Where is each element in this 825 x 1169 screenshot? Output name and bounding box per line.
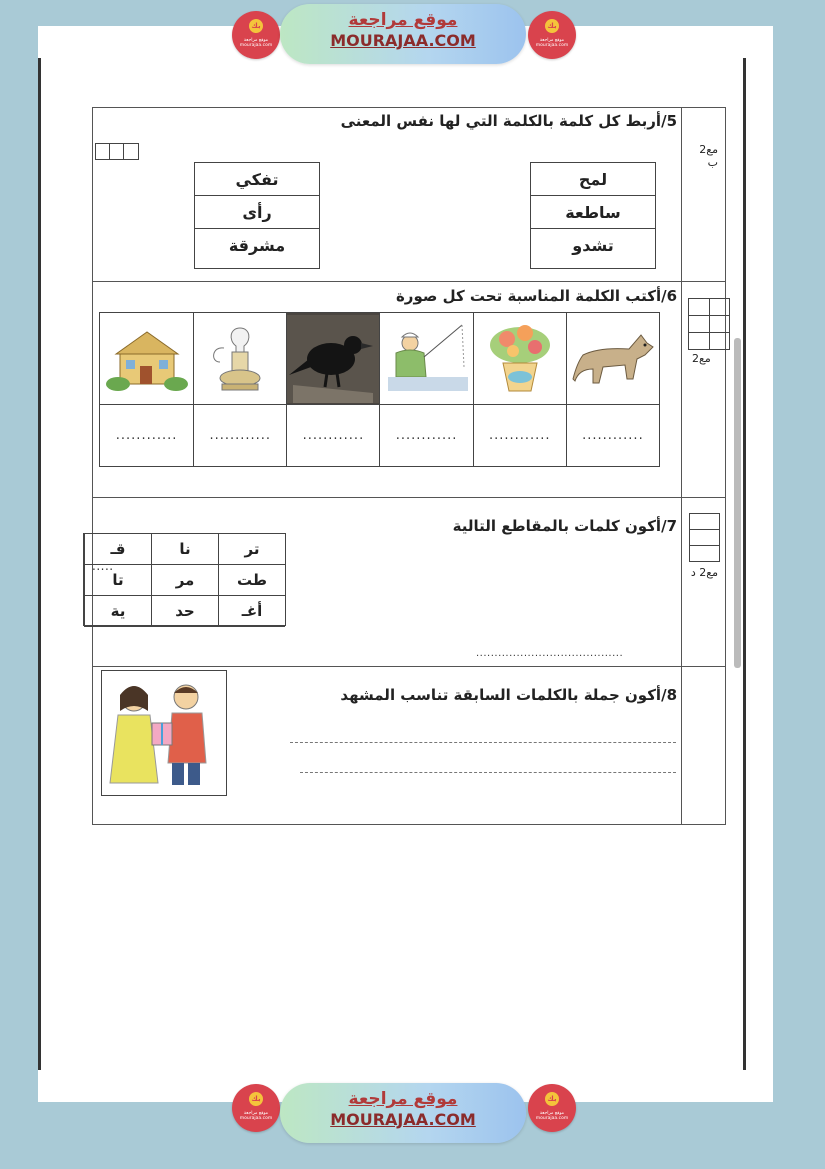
word-card[interactable]: ساطعة bbox=[531, 196, 655, 229]
syllable-cell: ية bbox=[84, 596, 151, 627]
answer-blank[interactable]: ............ bbox=[115, 428, 178, 443]
answer-blank[interactable]: ............ bbox=[566, 405, 659, 466]
syllable-cell: طت bbox=[218, 565, 285, 596]
q6-score: مع2 bbox=[692, 352, 711, 365]
q7-score: مع2 د bbox=[690, 566, 718, 579]
word-card[interactable]: تفكي bbox=[195, 163, 319, 196]
scan-border-right bbox=[743, 58, 746, 1070]
site-banner-top[interactable] bbox=[280, 4, 526, 64]
q6-picture-table bbox=[99, 312, 660, 467]
word-card[interactable]: لمح bbox=[531, 163, 655, 196]
q5-score: مع2 ب bbox=[699, 143, 718, 169]
answer-blank[interactable]: ............ bbox=[379, 405, 472, 466]
answer-blank[interactable]: ............ bbox=[473, 405, 566, 466]
site-logo-right-bottom[interactable]: بك موقع مراجعة mourajaa.com bbox=[528, 1084, 576, 1132]
q7-title: 7/أكون كلمات بالمقاطع التالية bbox=[452, 517, 677, 535]
q5-mark-boxes bbox=[95, 143, 139, 160]
syllable-cell: أغـ bbox=[218, 596, 285, 627]
q5-right-words bbox=[530, 162, 656, 269]
q7-answer-line[interactable]: ........................................ bbox=[476, 648, 624, 659]
q8-title: 8/أكون جملة بالكلمات السابقة تناسب المشهد bbox=[340, 686, 677, 704]
scrollbar[interactable] bbox=[734, 338, 741, 668]
q6-title: 6/أكتب الكلمة المناسبة تحت كل صورة bbox=[395, 287, 677, 305]
syllable-extra-dots: ..... bbox=[92, 559, 114, 573]
answer-blank[interactable]: ............ bbox=[286, 405, 379, 466]
site-arabic-name[interactable]: موقع مراجعة bbox=[348, 1089, 458, 1109]
q5-left-words bbox=[194, 162, 320, 269]
syllable-cell: تر bbox=[218, 534, 285, 565]
word-card[interactable]: تشدو bbox=[572, 236, 614, 255]
site-logo-left-bottom[interactable]: بك موقع مراجعة mourajaa.com bbox=[232, 1084, 280, 1132]
syllable-cell: حد bbox=[151, 596, 218, 627]
site-logo-left-top[interactable]: بك موقع مراجعة mourajaa.com bbox=[232, 11, 280, 59]
q8-writing-line-2[interactable] bbox=[300, 772, 676, 773]
word-card[interactable]: رأى bbox=[195, 196, 319, 229]
q5-title: 5/أربط كل كلمة بالكلمة التي لها نفس المعنى bbox=[340, 112, 677, 130]
score-column-divider bbox=[681, 107, 682, 825]
fisherman-picture bbox=[379, 313, 472, 405]
syllable-cell: مر bbox=[151, 565, 218, 596]
site-domain[interactable]: MOURAJAA.COM bbox=[330, 31, 476, 50]
syllable-cell: نا bbox=[151, 534, 218, 565]
site-arabic-name[interactable]: موقع مراجعة bbox=[348, 10, 458, 30]
q7-mark-boxes bbox=[689, 513, 720, 562]
site-logo-right-top[interactable]: بك موقع مراجعة mourajaa.com bbox=[528, 11, 576, 59]
wolf-picture bbox=[566, 313, 659, 405]
lamp-picture bbox=[193, 313, 286, 405]
word-card[interactable]: مشرقة bbox=[228, 236, 286, 255]
q6-mark-grid bbox=[688, 298, 730, 350]
answer-blank[interactable]: ............ bbox=[193, 405, 286, 466]
house-picture bbox=[100, 313, 193, 405]
q7-syllable-table bbox=[83, 533, 286, 626]
site-domain[interactable]: MOURAJAA.COM bbox=[330, 1110, 476, 1129]
site-banner-bottom[interactable] bbox=[280, 1083, 526, 1143]
syllable-cell: قـ bbox=[84, 534, 151, 565]
syllable-cell: تا bbox=[84, 565, 151, 596]
scan-border-left bbox=[38, 58, 41, 1070]
crow-picture bbox=[286, 313, 379, 405]
children-gift-picture bbox=[101, 670, 227, 796]
q8-writing-line-1[interactable] bbox=[290, 742, 676, 743]
flower-vase-picture bbox=[473, 313, 566, 405]
